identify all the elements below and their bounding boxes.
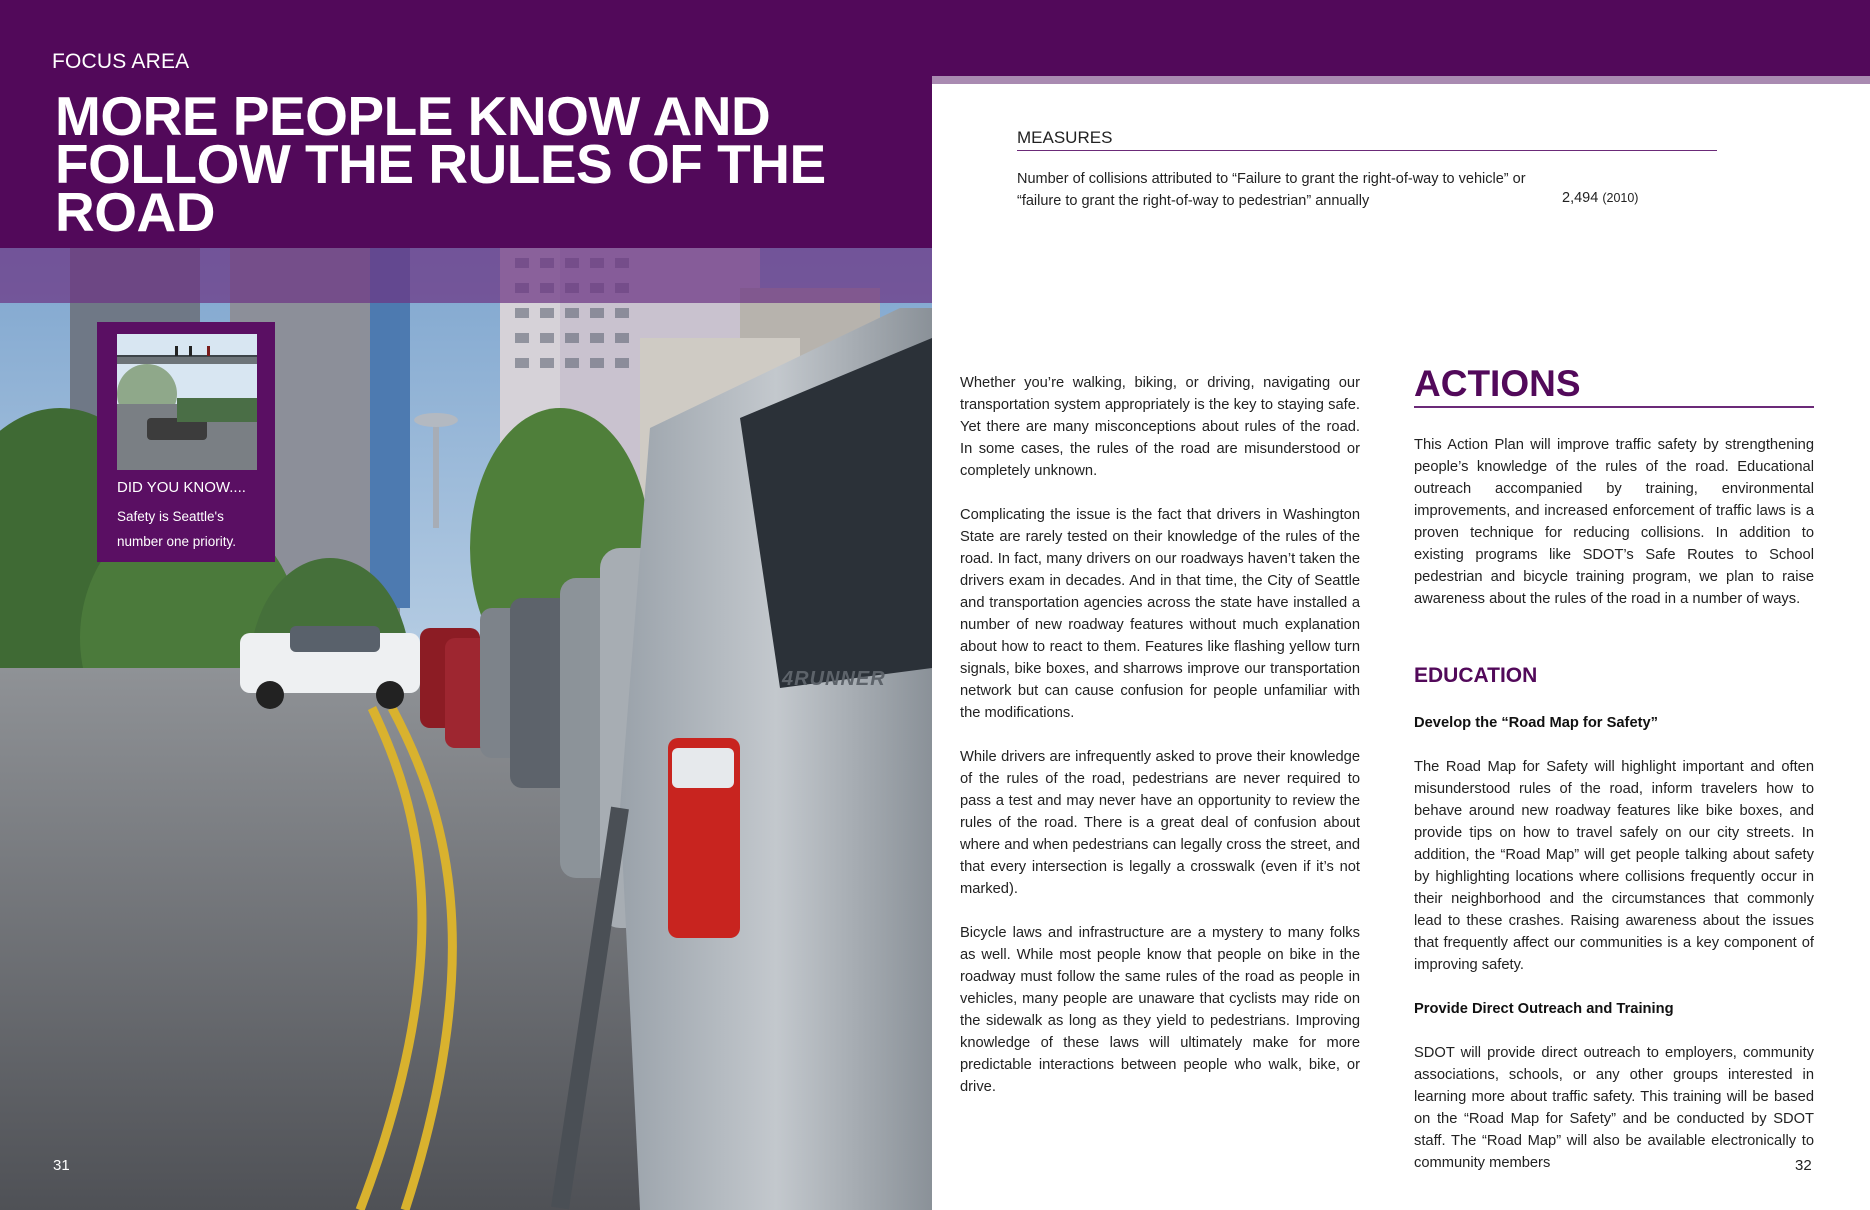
page-number-left: 31 <box>53 1157 70 1174</box>
vehicle-badge: 4RUNNER <box>782 668 886 690</box>
measure-number: 2,494 <box>1562 190 1599 206</box>
did-you-know-text: Safety is Seattle's number one priority. <box>117 509 237 549</box>
did-you-know-heading: DID YOU KNOW.... <box>117 479 246 496</box>
header-bar <box>932 0 1870 76</box>
header-stripe <box>932 76 1870 84</box>
pedestrian-bridge-photo <box>117 334 257 470</box>
education-item-text: The Road Map for Safety will highlight important and often misunderstood rules of the road, inform travelers how to behave around new roadway features like bike boxes, and provide tips on how to travel safely on our city streets. In addition, the “Road Map” will get people talking about safety by highlighting locations where collisions frequently occur in their neighborhood and the circumstances that commonly lead to these crashes. Raising awareness about the issues that frequently affect our communities is a key component of improving safety. <box>1414 759 1814 973</box>
education-heading: EDUCATION <box>1414 664 1538 687</box>
intro-column <box>960 372 1360 1120</box>
measure-year: (2010) <box>1602 191 1639 205</box>
right-page <box>932 0 1870 1210</box>
education-item-title: Provide Direct Outreach and Training <box>1414 1001 1674 1017</box>
focus-area-label: FOCUS AREA <box>52 50 190 73</box>
education-item-text: SDOT will provide direct outreach to employers, community associations, schools, or any other groups interested in learning more about traffic safety. This training will be based on the “Road Map for Safety” and be conducted by SDOT staff. The “Road Map” will also be available electronically to community members <box>1414 1045 1814 1171</box>
intro-paragraph: Complicating the issue is the fact that drivers in Washington State are rarely tested on their knowledge of the rules of the road. In fact, many drivers on our roadways haven’t taken the drivers exam in decades. And in that time, the City of Seattle and transportation agencies across the state have installed a number of new roadway features without much explanation about how to react to them. Features like flashing yellow turn signals, bike boxes, and sharrows improve our transportation network but can cause confusion for people unfamiliar with the modifications. <box>960 507 1360 721</box>
did-you-know-box <box>97 322 275 562</box>
intro-paragraph: Bicycle laws and infrastructure are a mystery to many folks as well. While most people know that people on bike in the roadway must follow the same rules of the road as people in vehicles, many people are unaware that cyclists may ride on the sidewalk as long as they yield to pedestrians. Improving knowledge of these laws will ultimately make for more predictable interactions between people who walk, bike, or drive. <box>960 925 1360 1095</box>
actions-text-column <box>1414 434 1814 632</box>
page-number-right: 32 <box>1795 1157 1812 1174</box>
intro-paragraph: Whether you’re walking, biking, or driving, navigating our transportation system appropriately is the key to staying safe. Yet there are many misconceptions about rules of the road. In some cases, the rules of the road are misunderstood or completely unknown. <box>960 375 1360 479</box>
education-column <box>1414 712 1814 1196</box>
page-title: MORE PEOPLE KNOW AND FOLLOW THE RULES OF THE ROAD <box>55 85 826 243</box>
intro-paragraph: While drivers are infrequently asked to prove their knowledge of the rules of the road, pedestrians are never required to pass a test and may never have an opportunity to review the rules of the road. There is a great deal of confusion about where and when pedestrians can legally cross the street, and that every intersection is legally a crosswalk (even if it’s not marked). <box>960 749 1360 897</box>
measure-description: Number of collisions attributed to “Failure to grant the right-of-way to vehicle” or “failure to grant the right-of-way to pedestrian” annually <box>1017 171 1526 209</box>
measure-value <box>1562 190 1638 206</box>
actions-paragraph: This Action Plan will improve traffic safety by strengthening people’s knowledge of the rules of the road. Educational outreach accompanied by training, environmental improvements, and increased enforcement of traffic laws is a proven technique for reducing collisions. In addition to existing programs like SDOT’s Safe Routes to School pedestrian and bicycle training program, we plan to raise awareness about the rules of the road in a number of ways. <box>1414 437 1814 607</box>
translucent-band <box>0 248 932 303</box>
education-item-title: Develop the “Road Map for Safety” <box>1414 715 1659 731</box>
left-page <box>0 0 932 1210</box>
actions-heading: ACTIONS <box>1414 364 1814 408</box>
measures-heading: MEASURES <box>1017 128 1717 151</box>
